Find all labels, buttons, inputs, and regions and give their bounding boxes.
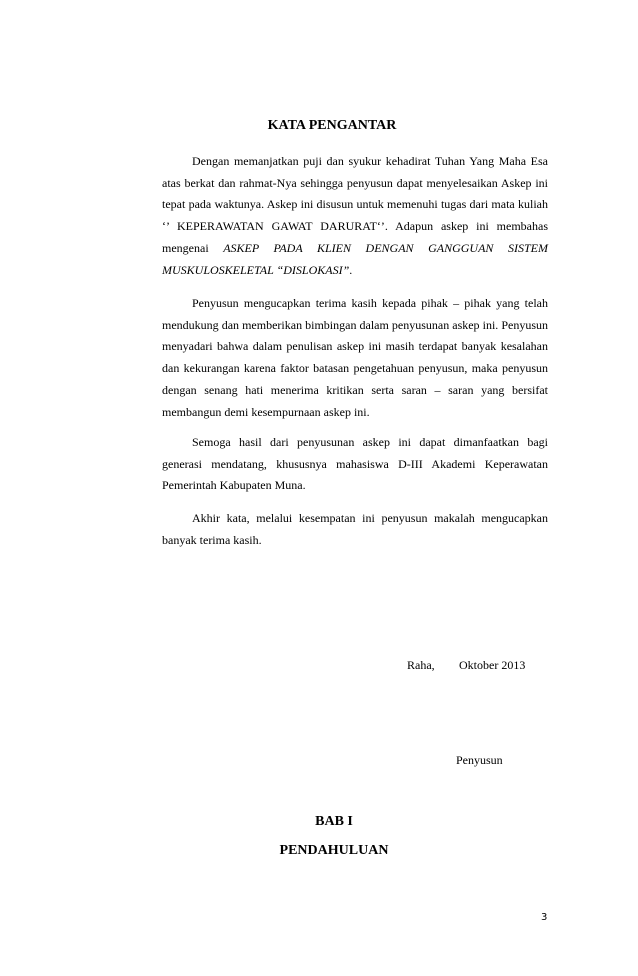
signature-author: Penyusun <box>456 753 503 767</box>
paragraph-opening-text: Dengan memanjatkan puji dan syukur kehadirat Tuhan Yang Maha Esa atas berkat dan rahmat-Nya sehingga penyusun dapat menyelesaikan Askep ini tepat pada waktunya. Askep ini disusun untuk memenuhi tugas dari mata kuliah ‘’ KEPERAWATAN GAWAT DARURAT‘’. Adapun askep ini membahas mengenai <box>162 154 548 255</box>
paragraph-opening-end: . <box>349 262 353 277</box>
document-title: KATA PENGANTAR <box>267 118 397 133</box>
chapter-number: BAB I <box>315 814 353 829</box>
paragraph-closing: Akhir kata, melalui kesempatan ini penyusun makalah mengucapkan banyak terima kasih. <box>162 511 548 547</box>
paragraph-opening <box>162 151 548 281</box>
paragraph-thanks: Penyusun mengucapkan terima kasih kepada pihak – pihak yang telah mendukung dan memberikan bimbingan dalam penyusunan askep ini. Penyusun menyadari bahwa dalam penulisan askep ini masih terdapat banyak kesalahan dan kekurangan karena faktor batasan pengetahuan penyusun, maka penyusun dengan senang hati menerima kritikan serta saran – saran yang bersifat membangun demi kesempurnaan askep ini. <box>162 296 548 419</box>
signature-place: Raha, <box>407 658 435 672</box>
page-number: 3 <box>541 912 548 923</box>
chapter-title: PENDAHULUAN <box>279 843 389 858</box>
paragraph-opening-italic-topic: ASKEP PADA KLIEN DENGAN GANGGUAN SISTEM MUSKULOSKELETAL “DISLOKASI” <box>162 240 548 277</box>
paragraph-hope: Semoga hasil dari penyusunan askep ini dapat dimanfaatkan bagi generasi mendatang, khususnya mahasiswa D-III Akademi Keperawatan Pemerintah Kabupaten Muna. <box>162 435 548 493</box>
signature-date: Oktober 2013 <box>459 658 526 672</box>
